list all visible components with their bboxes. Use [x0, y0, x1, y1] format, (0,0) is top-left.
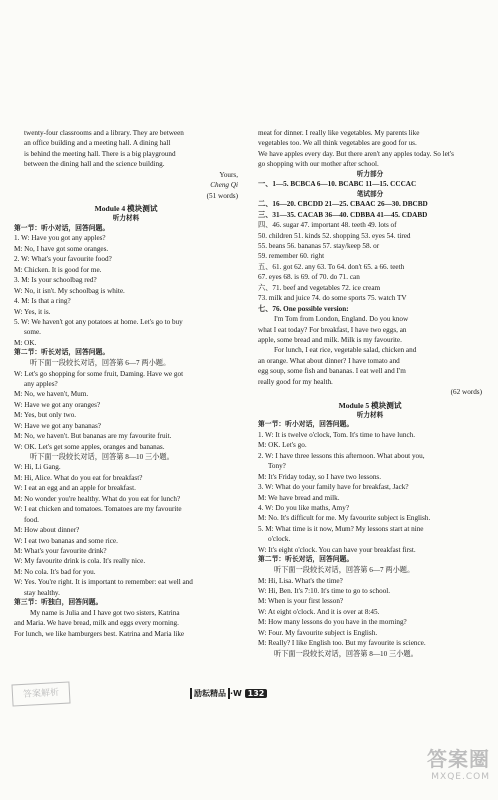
dialogue-line: 4. W: Do you like maths, Amy?: [258, 504, 350, 513]
section-title: 笔试部分: [356, 189, 384, 198]
dialogue-line: 2. W: What's your favourite food?: [14, 255, 112, 264]
dialogue-line: M: No, we haven't. But bananas are my favourite fruit.: [14, 432, 172, 441]
dialogue-line: M: When is your first lesson?: [258, 597, 344, 606]
word-count: (62 words): [450, 388, 482, 397]
dialogue-line: M: No, I have got some oranges.: [14, 244, 109, 253]
composition-line: For lunch, I eat rice, vegetable salad, chicken and: [274, 346, 417, 355]
dialogue-line: W: Let's go shopping for some fruit, Daming. Have we got: [14, 369, 184, 378]
dialogue-line: M: It's Friday today, so I have two lessons.: [258, 472, 382, 481]
footer-suffix: ·W: [230, 689, 242, 698]
dialogue-line: W: Hi, Ben. It's 7:10. It's time to go to school.: [258, 586, 391, 595]
dialogue-line: M: Hi, Alice. What do you eat for breakfast?: [14, 473, 143, 482]
passage-line: meat for dinner. I really like vegetables. My parents like: [258, 129, 420, 137]
answer-line: 一、1—5. BCBCA 6—10. BCABC 11—15. CCCAC: [258, 180, 417, 189]
dialogue-line: W: My favourite drink is cola. It's really nice.: [14, 557, 146, 566]
dialogue-line: 3. M: Is your schoolbag red?: [14, 276, 97, 285]
right-column: [258, 128, 482, 659]
dialogue-line: 1. W: It is twelve o'clock, Tom. It's time to have lunch.: [258, 430, 416, 439]
dialogue-line: W: OK. Let's get some apples, oranges and bananas.: [14, 442, 165, 451]
dialogue-line: M: Yes, but only two.: [14, 411, 77, 420]
answer-line: 67. eyes 68. is 69. of 70. do 71. can: [258, 273, 360, 282]
dialogue-line: W: Yes, it is.: [14, 307, 51, 316]
letter-closing: Yours,: [219, 170, 238, 179]
passage-line: vegetables too. We all think vegetables are good for us.: [258, 139, 417, 148]
left-column: [14, 128, 238, 639]
dialogue-line: 5. W: We haven't got any potatoes at home. Let's go to buy: [14, 317, 183, 326]
dialogue-line: M: Hi, Lisa. What's the time?: [258, 576, 343, 585]
page-footer: [190, 688, 310, 702]
dialogue-line: 1. W: Have you got any apples?: [14, 234, 106, 243]
passage-line: We have apples every day. But there aren't any apples today. So let's: [258, 149, 454, 158]
instruction-line: 听下面一段较长对话，回答第 8—10 三小题。: [30, 453, 174, 462]
dialogue-line: o'clock.: [268, 535, 291, 544]
composition-line: what I eat today? For breakfast, I have two eggs, an: [258, 325, 407, 334]
answer-line: 50. children 51. kinds 52. shopping 53. eyes 54. tired: [258, 231, 411, 240]
dialogue-line: M: No wonder you're healthy. What do you eat for lunch?: [14, 494, 181, 503]
dialogue-line: Tony?: [268, 462, 286, 471]
text-line: between the dining hall and the science building.: [24, 160, 165, 169]
passage-line: For lunch, we like hamburgers best. Katrina and Maria like: [14, 629, 185, 638]
dialogue-line: M: No, we haven't, Mum.: [14, 390, 89, 399]
module-title: Module 4 模块测试: [94, 204, 158, 214]
dialogue-line: W: Hi, Li Gang.: [14, 463, 61, 472]
answer-line: 五、61. got 62. any 63. To 64. don't 65. a 66. teeth: [258, 262, 405, 271]
passage-line: go shopping with our mother after school.: [258, 160, 379, 169]
dialogue-line: W: Have we got any bananas?: [14, 421, 101, 430]
answer-line: 73. milk and juice 74. do some sports 75. watch TV: [258, 294, 407, 303]
part-heading: 第二节：听长对话，回答问题。: [14, 348, 110, 357]
section-title: 听力部分: [356, 169, 384, 178]
dialogue-line: any apples?: [24, 379, 58, 388]
composition-line: an orange. What about dinner? I have tomato and: [258, 356, 400, 365]
passage-line: and Maria. We have bread, milk and eggs every morning.: [14, 619, 179, 628]
answer-line: 二、16—20. CBCDD 21—25. CBAAC 26—30. DBCBD: [258, 200, 428, 209]
dialogue-line: M: No cola. It's bad for you.: [14, 567, 96, 576]
footer-brand: 励耘精品: [190, 688, 230, 699]
dialogue-line: M: We have bread and milk.: [258, 493, 340, 502]
word-count: (51 words): [206, 191, 238, 200]
dialogue-line: W: At eight o'clock. And it is over at 8:45.: [258, 607, 380, 616]
part-heading: 第一节：听小对话，回答问题。: [258, 420, 354, 429]
dialogue-line: W: I eat an egg and an apple for breakfast.: [14, 484, 136, 493]
section-title: 听力材料: [356, 410, 384, 419]
letter-signature: Cheng Qi: [210, 181, 238, 190]
answer-line: 七、76. One possible version:: [258, 304, 349, 313]
text-line: is behind the meeting hall. There is a big playground: [24, 149, 176, 158]
dialogue-line: 5. M: What time is it now, Mum? My lessons start at nine: [258, 524, 424, 533]
section-title: 听力材料: [112, 214, 140, 223]
part-heading: 第一节：听小对话，回答问题。: [14, 223, 110, 232]
answer-line: 四、46. sugar 47. important 48. teeth 49. lots of: [258, 221, 397, 230]
composition-line: egg soup, some fish and bananas. I eat well and I'm: [258, 367, 406, 376]
dialogue-line: 4. M: Is that a ring?: [14, 297, 71, 306]
answer-line: 六、71. beef and vegetables 72. ice cream: [258, 283, 381, 292]
watermark: [427, 743, 490, 782]
dialogue-line: W: Yes. You're right. It is important to remember: eat well and: [14, 578, 193, 587]
dialogue-line: W: No, it isn't. My schoolbag is white.: [14, 286, 125, 295]
dialogue-line: W: It's eight o'clock. You can have your breakfast first.: [258, 545, 416, 554]
instruction-line: 听下面一段较长对话，回答第 8—10 三小题。: [274, 649, 418, 658]
passage-line: My name is Julia and I have got two sisters, Katrina: [30, 609, 180, 618]
page-number: 132: [245, 689, 268, 698]
dialogue-line: W: I eat two bananas and some rice.: [14, 536, 118, 545]
composition-line: really good for my health.: [258, 377, 333, 386]
module-title: Module 5 模块测试: [338, 400, 402, 410]
dialogue-line: 3. W: What do your family have for breakfast, Jack?: [258, 483, 409, 492]
dialogue-line: M: OK.: [14, 338, 37, 347]
dialogue-line: M: Chicken. It is good for me.: [14, 265, 102, 274]
composition-line: I'm Tom from London, England. Do you know: [274, 315, 409, 324]
text-line: twenty-four classrooms and a library. They are between: [24, 129, 184, 137]
answer-line: 55. beans 56. bananas 57. stay/keep 58. or: [258, 242, 380, 251]
dialogue-line: W: Four. My favourite subject is English.: [258, 628, 378, 637]
dialogue-line: stay healthy.: [24, 588, 60, 597]
dialogue-line: M: How about dinner?: [14, 526, 80, 535]
text-line: an office building and a meeting hall. A dining hall: [24, 139, 171, 148]
answer-line: 三、31—35. CACAB 36—40. CDBBA 41—45. CDABD: [258, 210, 428, 219]
watermark-url: MXQE.COM: [431, 772, 490, 782]
dialogue-line: M: No. It's difficult for me. My favourite subject is English.: [258, 514, 431, 523]
instruction-line: 听下面一段较长对话，回答第 6—7 两小题。: [30, 359, 171, 368]
answer-line: 59. remember 60. right: [258, 252, 325, 261]
stamp-logo: 答案解析: [11, 681, 70, 706]
dialogue-line: some.: [24, 328, 41, 337]
watermark-logo: 答案圈: [427, 747, 490, 771]
dialogue-line: W: Have we got any oranges?: [14, 400, 101, 409]
instruction-line: 听下面一段较长对话，回答第 6—7 两小题。: [274, 566, 415, 575]
dialogue-line: W: I eat chicken and tomatoes. Tomatoes are my favourite: [14, 505, 182, 514]
dialogue-line: M: Really? I like English too. But my favourite is science.: [258, 639, 426, 648]
dialogue-line: 2. W: I have three lessons this afternoon. What about you,: [258, 451, 425, 460]
dialogue-line: food.: [24, 515, 39, 524]
part-heading: 第三节：听独白，回答问题。: [14, 598, 103, 607]
composition-line: apple, some bread and milk. Milk is my favourite.: [258, 335, 402, 344]
dialogue-line: M: What's your favourite drink?: [14, 546, 107, 555]
part-heading: 第二节：听长对话，回答问题。: [258, 555, 354, 564]
dialogue-line: M: OK. Let's go.: [258, 441, 307, 450]
dialogue-line: M: How many lessons do you have in the morning?: [258, 618, 407, 627]
